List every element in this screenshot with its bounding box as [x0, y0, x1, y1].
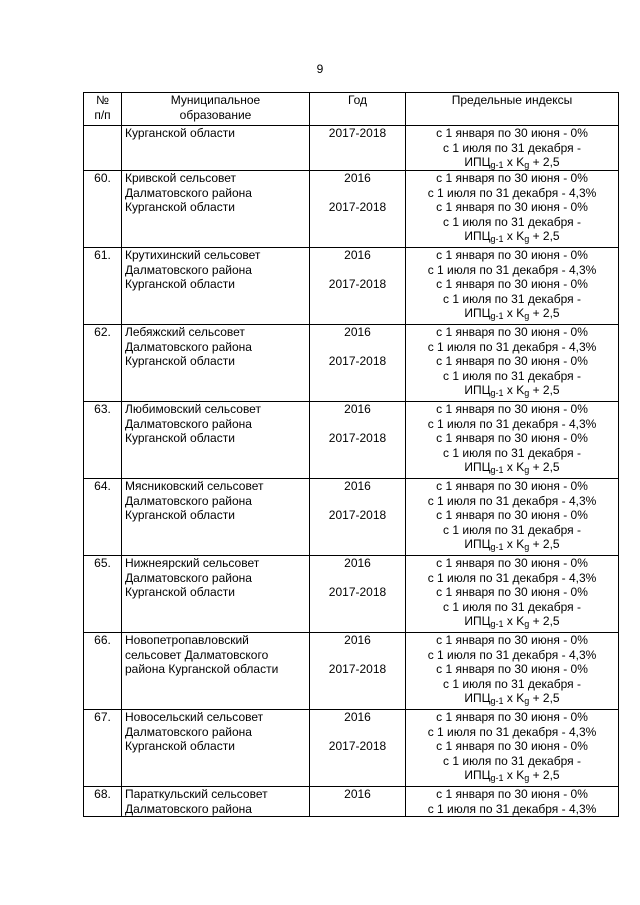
table-row [84, 171, 619, 248]
row-num: 68. [84, 787, 122, 817]
row-indices: с 1 января по 30 июня - 0% с 1 июля по 31 декабря - 4,3% с 1 января по 30 июня - 0% с 1 июля по 31 декабря - $ИПЦ_{g-1}$ x $K_g + 2,5$ [406, 556, 619, 633]
index-formula: $ИПЦ_{g-1}$ x $K_g + 2,5$ [464, 768, 560, 783]
row-indices: с 1 января по 30 июня - 0% с 1 июля по 31 декабря - 4,3% с 1 января по 30 июня - 0% с 1 июля по 31 декабря - $ИПЦ_{g-1}$ x $K_g + 2,5$ [406, 171, 619, 248]
table-row-continuation [84, 126, 619, 171]
row-municipality: Параткульский сельсовет Далматовского района [122, 787, 310, 817]
row-municipality: Курганской области [122, 126, 310, 171]
row-year: 2016 2017-2018 [310, 248, 406, 325]
row-municipality: Кривской сельсовет Далматовского района Курганской области [122, 171, 310, 248]
row-num [84, 126, 122, 171]
row-year: 2016 2017-2018 [310, 633, 406, 710]
row-num: 66. [84, 633, 122, 710]
row-year: 2017-2018 [310, 126, 406, 171]
row-indices: с 1 января по 30 июня - 0% с 1 июля по 31 декабря - 4,3% с 1 января по 30 июня - 0% с 1 июля по 31 декабря - $ИПЦ_{g-1}$ x $K_g + 2,5$ [406, 248, 619, 325]
row-year: 2016 [310, 787, 406, 817]
table-row [84, 325, 619, 402]
row-year: 2016 2017-2018 [310, 710, 406, 787]
header-indices: Предельные индексы [406, 93, 619, 126]
row-year: 2016 2017-2018 [310, 325, 406, 402]
row-indices: с 1 января по 30 июня - 0% с 1 июля по 31 декабря - 4,3% [406, 787, 619, 817]
table-row [84, 710, 619, 787]
table-row [84, 633, 619, 710]
row-num: 60. [84, 171, 122, 248]
table-row [84, 787, 619, 817]
row-num: 64. [84, 479, 122, 556]
page-number: 9 [316, 62, 324, 76]
header-year: Год [310, 93, 406, 126]
row-indices: с 1 января по 30 июня - 0% с 1 июля по 31 декабря - 4,3% с 1 января по 30 июня - 0% с 1 июля по 31 декабря - $ИПЦ_{g-1}$ x $K_g + 2,5$ [406, 402, 619, 479]
index-formula: $ИПЦ_{g-1}$ x $K_g + 2,5$ [464, 460, 560, 475]
header-municipality: Муниципальное образование [122, 93, 310, 126]
row-municipality: Новопетропавловский сельсовет Далматовского района Курганской области [122, 633, 310, 710]
row-num: 65. [84, 556, 122, 633]
header-num: № п/п [84, 93, 122, 126]
row-year: 2016 2017-2018 [310, 556, 406, 633]
row-year: 2016 2017-2018 [310, 479, 406, 556]
table-row [84, 479, 619, 556]
table-row [84, 402, 619, 479]
row-year: 2016 2017-2018 [310, 402, 406, 479]
row-num: 61. [84, 248, 122, 325]
table-header-row [84, 93, 619, 126]
table-row [84, 248, 619, 325]
indices-table [83, 92, 619, 817]
row-num: 63. [84, 402, 122, 479]
index-formula: $ИПЦ_{g-1}$ x $K_g + 2,5$ [464, 229, 560, 244]
row-num: 67. [84, 710, 122, 787]
row-indices: с 1 января по 30 июня - 0% с 1 июля по 31 декабря - 4,3% с 1 января по 30 июня - 0% с 1 июля по 31 декабря - $ИПЦ_{g-1}$ x $K_g + 2,5$ [406, 710, 619, 787]
row-municipality: Новосельский сельсовет Далматовского района Курганской области [122, 710, 310, 787]
row-num: 62. [84, 325, 122, 402]
index-formula: $ИПЦ_{g-1}$ x $K_g + 2,5$ [464, 614, 560, 629]
row-municipality: Нижнеярский сельсовет Далматовского района Курганской области [122, 556, 310, 633]
row-municipality: Крутихинский сельсовет Далматовского района Курганской области [122, 248, 310, 325]
row-year: 2016 2017-2018 [310, 171, 406, 248]
row-indices: с 1 января по 30 июня - 0% с 1 июля по 31 декабря - 4,3% с 1 января по 30 июня - 0% с 1 июля по 31 декабря - $ИПЦ_{g-1}$ x $K_g + 2,5$ [406, 633, 619, 710]
index-formula: $ИПЦ_{g-1}$ x $K_g + 2,5$ [464, 691, 560, 706]
row-municipality: Любимовский сельсовет Далматовского района Курганской области [122, 402, 310, 479]
table-row [84, 556, 619, 633]
row-indices: с 1 января по 30 июня - 0% с 1 июля по 31 декабря - 4,3% с 1 января по 30 июня - 0% с 1 июля по 31 декабря - $ИПЦ_{g-1}$ x $K_g + 2,5$ [406, 325, 619, 402]
row-municipality: Мясниковский сельсовет Далматовского района Курганской области [122, 479, 310, 556]
index-formula: $ИПЦ_{g-1}$ x $K_g + 2,5$ [464, 306, 560, 321]
row-indices: с 1 января по 30 июня - 0% с 1 июля по 31 декабря - 4,3% с 1 января по 30 июня - 0% с 1 июля по 31 декабря - $ИПЦ_{g-1}$ x $K_g + 2,5$ [406, 479, 619, 556]
row-municipality: Лебяжский сельсовет Далматовского района Курганской области [122, 325, 310, 402]
index-formula: $ИПЦ_{g-1}$ x $K_g + 2,5$ [464, 537, 560, 552]
row-indices: с 1 января по 30 июня - 0% с 1 июля по 31 декабря - $ИПЦ_{g-1}$ x $K_g + 2,5$ [406, 126, 619, 171]
index-formula: $ИПЦ_{g-1}$ x $K_g + 2,5$ [464, 155, 560, 170]
index-formula: $ИПЦ_{g-1}$ x $K_g + 2,5$ [464, 383, 560, 398]
